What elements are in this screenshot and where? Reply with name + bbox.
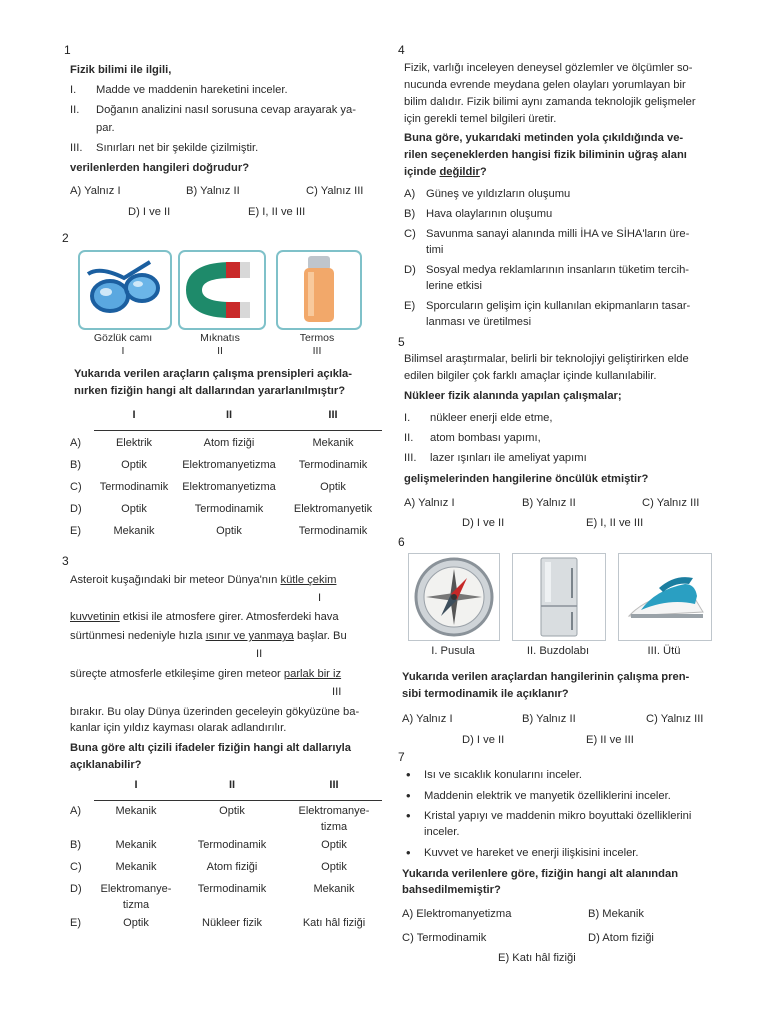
question-prompt-line2: bahsedilmemiştir? xyxy=(402,884,501,896)
question-number: 2 xyxy=(62,231,69,245)
question-prompt: gelişmelerinden hangilerine öncülük etmiştir? xyxy=(404,473,649,485)
passage-line: Bilimsel araştırmalar, belirli bir teknolojiyi geliştirirken elde xyxy=(404,353,689,365)
question-number: 5 xyxy=(398,335,405,349)
option-a[interactable]: A) Yalnız I xyxy=(404,497,455,509)
thermos-image xyxy=(276,250,362,330)
underline-mark-iii: III xyxy=(332,686,342,698)
statement-ii: II. atom bombası yapımı, xyxy=(404,432,541,444)
option-a[interactable]: A) Elektromanyetizma xyxy=(402,908,512,920)
table-header xyxy=(70,408,382,430)
option-a[interactable]: A) Elektrik Atom fiziği Mekanik xyxy=(70,437,354,449)
passage-line: kanlar için yıldız kayması olarak adlandırılır. xyxy=(70,722,287,734)
answer-table xyxy=(70,778,382,938)
option-e[interactable]: E) I, II ve III xyxy=(248,206,306,218)
column-header: I xyxy=(94,408,174,430)
statement-iii: III. lazer ışınları ile ameliyat yapımı xyxy=(404,452,587,464)
magnet-icon xyxy=(180,252,264,328)
option-b[interactable]: B) Yalnız II xyxy=(522,497,576,509)
question-number: 7 xyxy=(398,750,405,764)
passage-line: Fizik, varlığı inceleyen deneysel gözlemler ve ölçümler so- xyxy=(404,62,693,74)
passage-line: süreçte atmosferle etkileşime giren meteor parlak bir iz xyxy=(70,668,342,680)
option-d[interactable]: D) Atom fiziği xyxy=(588,932,654,944)
statement-i: I. Madde ve maddenin hareketini inceler. xyxy=(70,84,288,96)
statement-iii: III. Sınırları net bir şekilde çizilmiştir. xyxy=(70,142,259,154)
option-e[interactable]: E) Optik Nükleer fizik Katı hâl fiziği xyxy=(70,916,366,929)
underline-mark-i: I xyxy=(318,592,322,604)
option-d[interactable]: D) Elektromanye- tizma Termodinamik Mekanik xyxy=(70,882,355,911)
option-b[interactable]: B) Hava olaylarının oluşumu xyxy=(404,208,553,220)
option-d[interactable]: D) Optik Termodinamik Elektromanyetik xyxy=(70,503,373,515)
question-stem: Nükleer fizik alanında yapılan çalışmalar; xyxy=(404,390,622,402)
iron-image xyxy=(618,553,712,641)
passage-line: nucunda evrende meydana gelen olayları yorumlayan bir xyxy=(404,79,686,91)
option-a[interactable]: A) Güneş ve yıldızların oluşumu xyxy=(404,188,571,200)
question-prompt-line3: içinde değildir? xyxy=(404,166,487,178)
option-b[interactable]: B) Yalnız II xyxy=(522,713,576,725)
question-prompt-line1: Yukarıda verilen araçlardan hangilerinin çalışma pren- xyxy=(402,671,690,683)
option-a[interactable]: A) Yalnız I xyxy=(70,185,121,197)
glasses-icon xyxy=(80,252,170,328)
statement-ii: II. Doğanın analizini nasıl sorusuna cevap arayarak ya- xyxy=(70,104,356,116)
list-item: • Maddenin elektrik ve manyetik özelliklerini inceler. xyxy=(424,788,671,804)
option-c[interactable]: C) Yalnız III xyxy=(646,713,704,725)
question-prompt: verilenlerden hangileri doğrudur? xyxy=(70,162,250,174)
option-c[interactable]: C) Yalnız III xyxy=(306,185,364,197)
compass-icon xyxy=(409,554,499,640)
option-e[interactable]: E) Sporcuların gelişim için kullanılan ekipmanların tasar- lanması ve üretilmesi xyxy=(404,300,691,329)
answer-table xyxy=(70,408,382,546)
passage-line: edilen bilgiler çok farklı amaçlar içinde kullanılabilir. xyxy=(404,370,657,382)
option-e[interactable]: E) Mekanik Optik Termodinamik xyxy=(70,525,368,537)
refrigerator-icon xyxy=(513,554,605,640)
caption-fridge: II. Buzdolabı xyxy=(526,645,590,657)
fridge-image xyxy=(512,553,606,641)
question-prompt-line1: Buna göre altı çizili ifadeler fiziğin hangi alt dallarıyla xyxy=(70,742,351,754)
question-number: 6 xyxy=(398,535,405,549)
option-d[interactable]: D) I ve II xyxy=(128,206,171,218)
column-header: II xyxy=(174,408,284,430)
question-stem: Fizik bilimi ile ilgili, xyxy=(70,64,172,76)
passage-line: kuvvetinin etkisi ile atmosfere girer. Atmosferdeki hava xyxy=(70,611,339,623)
passage-line: için gerekli temel bilgileri üretir. xyxy=(404,113,557,125)
option-e[interactable]: E) Katı hâl fiziği xyxy=(498,952,576,964)
list-item: • Isı ve sıcaklık konularını inceler. xyxy=(424,767,582,783)
question-prompt-line2: sibi termodinamik ile açıklanır? xyxy=(402,688,569,700)
question-prompt-line1: Yukarıda verilen araçların çalışma prensipleri açıkla- xyxy=(74,368,352,380)
option-b[interactable]: B) Yalnız II xyxy=(186,185,240,197)
underline-mark-ii: II xyxy=(256,648,263,660)
option-e[interactable]: E) II ve III xyxy=(586,734,634,746)
option-c[interactable]: C) Mekanik Atom fiziği Optik xyxy=(70,860,347,873)
caption-glasses: Gözlük camı I xyxy=(93,332,153,357)
column-header: I xyxy=(94,778,178,800)
statement-ii-cont: par. xyxy=(96,122,115,134)
iron-icon xyxy=(619,554,711,640)
option-a[interactable]: A) Mekanik Optik Elektromanye- tizma xyxy=(70,805,370,833)
question-number: 4 xyxy=(398,43,405,57)
question-prompt-line2: açıklanabilir? xyxy=(70,759,142,771)
option-b[interactable]: B) Mekanik Termodinamik Optik xyxy=(70,838,347,851)
statement-i: I. nükleer enerji elde etme, xyxy=(404,412,553,424)
passage-line: bırakır. Bu olay Dünya üzerinden geceleyin gökyüzüne ba- xyxy=(70,706,360,718)
glasses-image xyxy=(78,250,172,330)
caption-compass: I. Pusula xyxy=(431,645,475,657)
passage-line: Asteroit kuşağındaki bir meteor Dünya'nın kütle çekim xyxy=(70,574,337,586)
question-prompt-line2: rilen seçeneklerden hangisi fizik biliminin uğraş alanı xyxy=(404,149,687,161)
option-b[interactable]: B) Mekanik xyxy=(588,908,644,920)
column-header: III xyxy=(284,408,382,430)
option-d[interactable]: D) Sosyal medya reklamlarının insanların tüketim tercih- lerine etkisi xyxy=(404,264,690,293)
option-d[interactable]: D) I ve II xyxy=(462,734,505,746)
compass-image xyxy=(408,553,500,641)
column-header: III xyxy=(286,778,382,800)
thermos-icon xyxy=(278,252,360,328)
passage-line: sürtünmesi nedeniyle hızla ısınır ve yanmaya başlar. Bu xyxy=(70,630,347,642)
option-c[interactable]: C) Yalnız III xyxy=(642,497,700,509)
caption-thermos: Termos III xyxy=(299,332,335,357)
option-d[interactable]: D) I ve II xyxy=(462,517,505,529)
question-prompt-line2: nırken fiziğin hangi alt dallarından yararlanılmıştır? xyxy=(74,385,346,397)
table-header xyxy=(70,778,382,800)
question-number: 1 xyxy=(64,43,71,57)
caption-magnet: Mıknatıs II xyxy=(200,332,240,357)
question-prompt-line1: Buna göre, yukarıdaki metinden yola çıkıldığında ve- xyxy=(404,132,684,144)
caption-iron: III. Ütü xyxy=(647,645,681,657)
question-prompt-line1: Yukarıda verilenlere göre, fiziğin hangi alt alanından xyxy=(402,868,679,880)
option-c[interactable]: C) Termodinamik Elektromanyetizma Optik xyxy=(70,481,346,493)
option-c[interactable]: C) Savunma sanayi alanında milli İHA ve SİHA'ların üre- timi xyxy=(404,228,690,257)
column-header: II xyxy=(178,778,286,800)
magnet-image xyxy=(178,250,266,330)
option-e[interactable]: E) I, II ve III xyxy=(586,517,644,529)
list-item: • Kuvvet ve hareket ve enerji ilişkisini inceler. xyxy=(424,845,639,861)
list-item: • Kristal yapıyı ve maddenin mikro boyuttaki özelliklerini inceler. xyxy=(424,808,691,840)
passage-line: bilim dalıdır. Fizik bilimi aynı zamanda teknolojik gelişmeler xyxy=(404,96,696,108)
option-c[interactable]: C) Termodinamik xyxy=(402,932,487,944)
option-b[interactable]: B) Optik Elektromanyetizma Termodinamik xyxy=(70,459,368,471)
question-number: 3 xyxy=(62,554,69,568)
option-a[interactable]: A) Yalnız I xyxy=(402,713,453,725)
